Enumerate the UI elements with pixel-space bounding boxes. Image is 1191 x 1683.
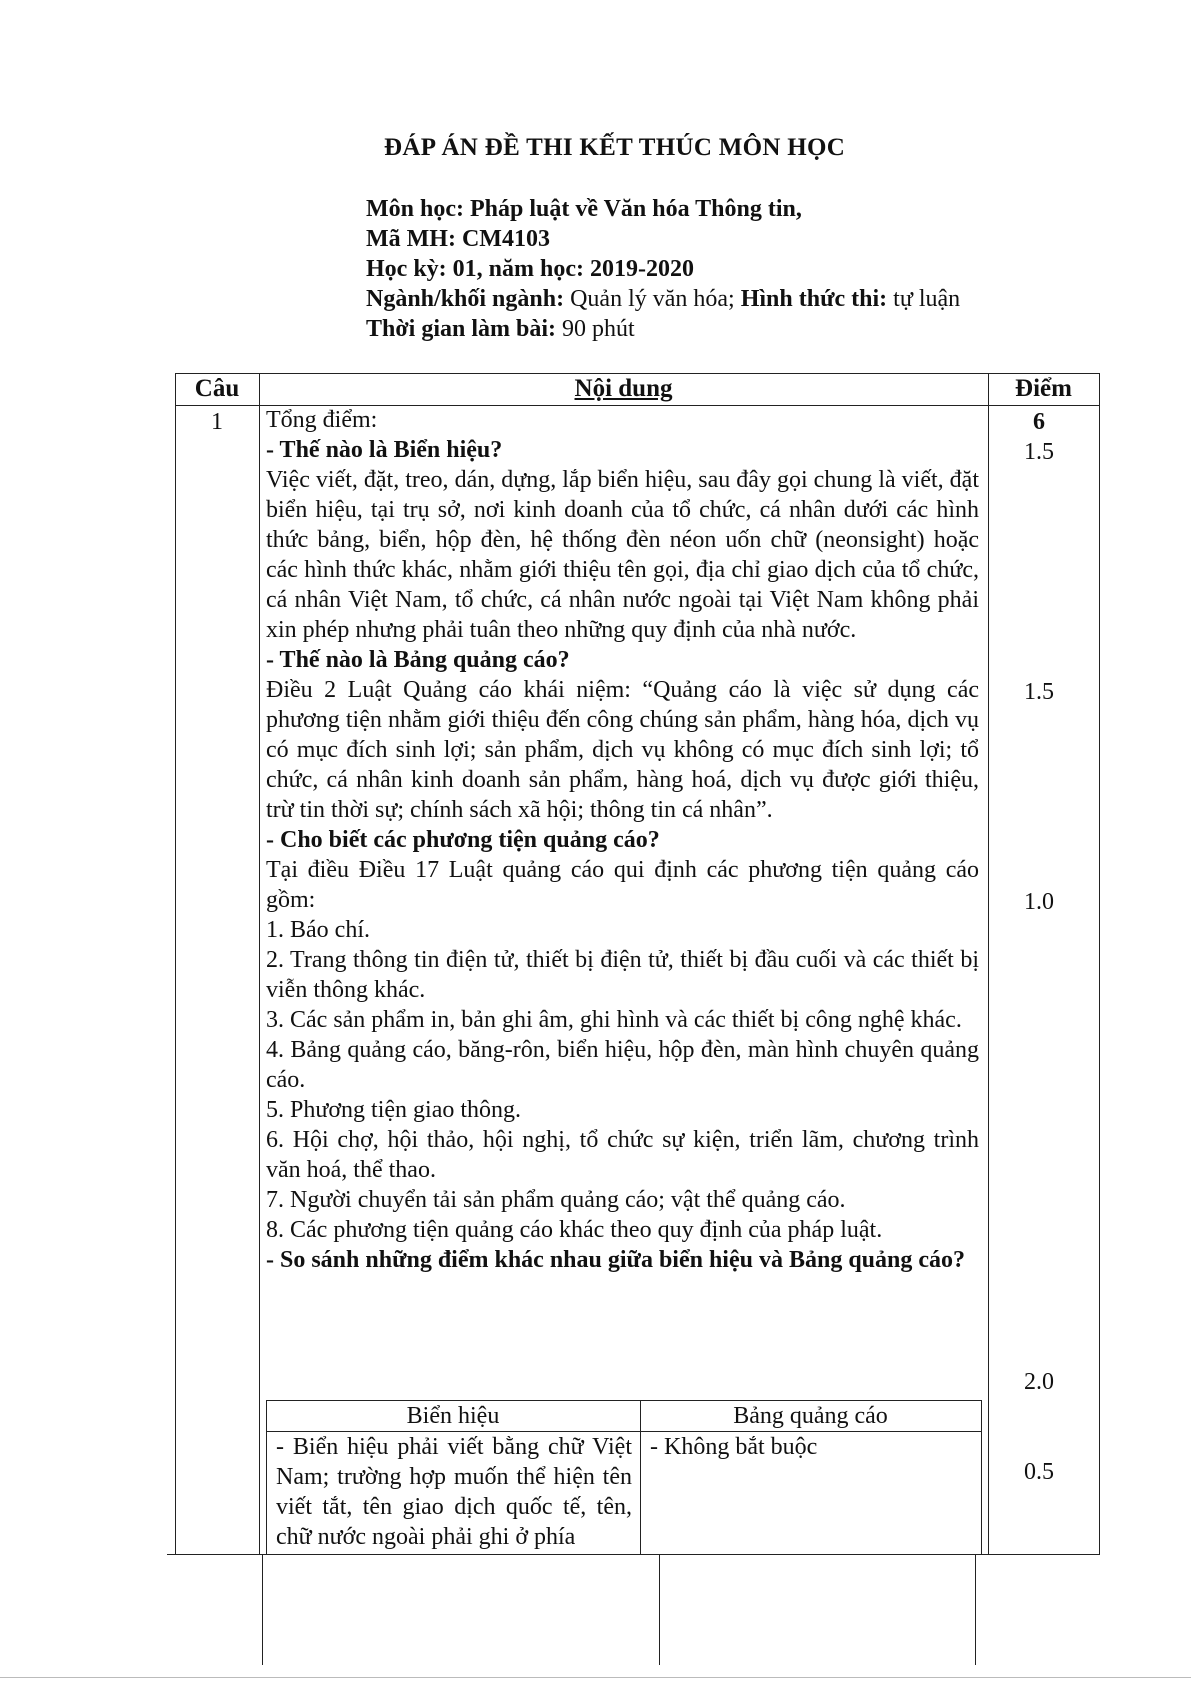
comparison-header-signboard: Biển hiệu — [406, 1403, 500, 1429]
total-label: Tổng điểm: — [266, 407, 378, 433]
section-3-intro: Tại điều Điều 17 Luật quảng cáo qui định các phương tiện quảng cáo gồm: — [266, 857, 979, 913]
meta-time: Thời gian làm bài: 90 phút — [366, 316, 635, 342]
comparison-signboard-text: - Biển hiệu phải viết bằng chữ Việt Nam; trường hợp muốn thể hiện tên viết tắt, tên giao dịch quốc tế, tên, chữ nước ngoài phải ghi ở phía — [276, 1434, 632, 1550]
section-2-body: Điều 2 Luật Quảng cáo khái niệm: “Quảng cáo là việc sử dụng các phương tiện nhằm giới thiệu đến công chúng sản phẩm, hàng hóa, dịch vụ có mục đích sinh lợi; sản phẩm, dịch vụ không có mục đích sinh lợi; tổ chức, cá nhân kinh doanh sản phẩm, hàng hoá, dịch vụ được giới thiệu, trừ tin thời sự; chính sách xã hội; thông tin cá nhân”. — [266, 677, 979, 823]
list-item: 2. Trang thông tin điện tử, thiết bị điện tử, thiết bị đầu cuối và các thiết bị viễn thông khác. — [266, 947, 979, 1003]
question-number: 1 — [211, 409, 223, 435]
section-2-points: 1.5 — [1024, 679, 1054, 705]
meta-term: Học kỳ: 01, năm học: 2019-2020 — [366, 256, 694, 282]
header-question-no: Câu — [194, 375, 240, 402]
total-points: 6 — [1033, 409, 1045, 435]
header-points: Điểm — [1015, 375, 1072, 402]
comparison-billboard-text: - Không bắt buộc — [650, 1434, 818, 1460]
section-3-points: 1.0 — [1024, 889, 1054, 915]
list-item: 4. Bảng quảng cáo, băng-rôn, biển hiệu, hộp đèn, màn hình chuyên quảng cáo. — [266, 1037, 979, 1093]
list-item: 3. Các sản phẩm in, bản ghi âm, ghi hình và các thiết bị công nghệ khác. — [266, 1007, 962, 1033]
exam-meta — [366, 194, 960, 344]
list-item: 1. Báo chí. — [266, 917, 370, 943]
table-border-left — [175, 373, 176, 1555]
table-col-divider-1 — [259, 373, 260, 1555]
section-1-points: 1.5 — [1024, 439, 1054, 465]
section-1-body: Việc viết, đặt, treo, dán, dựng, lắp biển hiệu, sau đây gọi chung là viết, đặt biển hiệu, tại trụ sở, nơi kinh doanh của tổ chức, cá nhân dưới các hình thức bảng, biển, hộp đèn, hệ thống đèn néon uốn chữ (neonsight) hoặc các hình thức khác, nhằm giới thiệu tên gọi, địa chỉ giao dịch của tổ chức, cá nhân Việt Nam, tổ chức, cá nhân nước ngoài tại Việt Nam không phải xin phép nhưng phải tuân theo những quy định của nhà nước. — [266, 467, 979, 643]
section-4-question: - So sánh những điểm khác nhau giữa biển hiệu và Bảng quảng cáo? — [266, 1247, 966, 1273]
list-item: 8. Các phương tiện quảng cáo khác theo quy định của pháp luật. — [266, 1217, 883, 1243]
answer-table — [175, 373, 1100, 1555]
list-item: 5. Phương tiện giao thông. — [266, 1097, 522, 1123]
comparison-row-points: 0.5 — [1024, 1459, 1054, 1485]
header-content: Nội dung — [574, 375, 673, 402]
comparison-header-billboard: Bảng quảng cáo — [733, 1403, 888, 1429]
meta-subject: Môn học: Pháp luật về Văn hóa Thông tin, — [366, 196, 802, 222]
section-3-question: - Cho biết các phương tiện quảng cáo? — [266, 827, 660, 853]
comparison-table — [266, 1400, 982, 1555]
document-title: ĐÁP ÁN ĐỀ THI KẾT THÚC MÔN HỌC — [384, 134, 846, 161]
section-4-points: 2.0 — [1024, 1369, 1054, 1395]
answer-content — [266, 405, 979, 1275]
list-item: 7. Người chuyển tải sản phẩm quảng cáo; vật thể quảng cáo. — [266, 1187, 846, 1213]
meta-major: Ngành/khối ngành: Quản lý văn hóa; Hình thức thi: tự luận — [366, 286, 961, 312]
meta-code: Mã MH: CM4103 — [366, 226, 550, 252]
table-border-right — [1099, 373, 1100, 1555]
section-2-question: - Thế nào là Bảng quảng cáo? — [266, 647, 570, 673]
comparison-table-continuation — [260, 1555, 978, 1665]
list-item: 6. Hội chợ, hội thảo, hội nghị, tổ chức sự kiện, triển lãm, chương trình văn hoá, thể thao. — [266, 1127, 979, 1183]
section-1-question: - Thế nào là Biển hiệu? — [266, 437, 503, 463]
page-bottom-edge — [0, 1677, 1191, 1678]
